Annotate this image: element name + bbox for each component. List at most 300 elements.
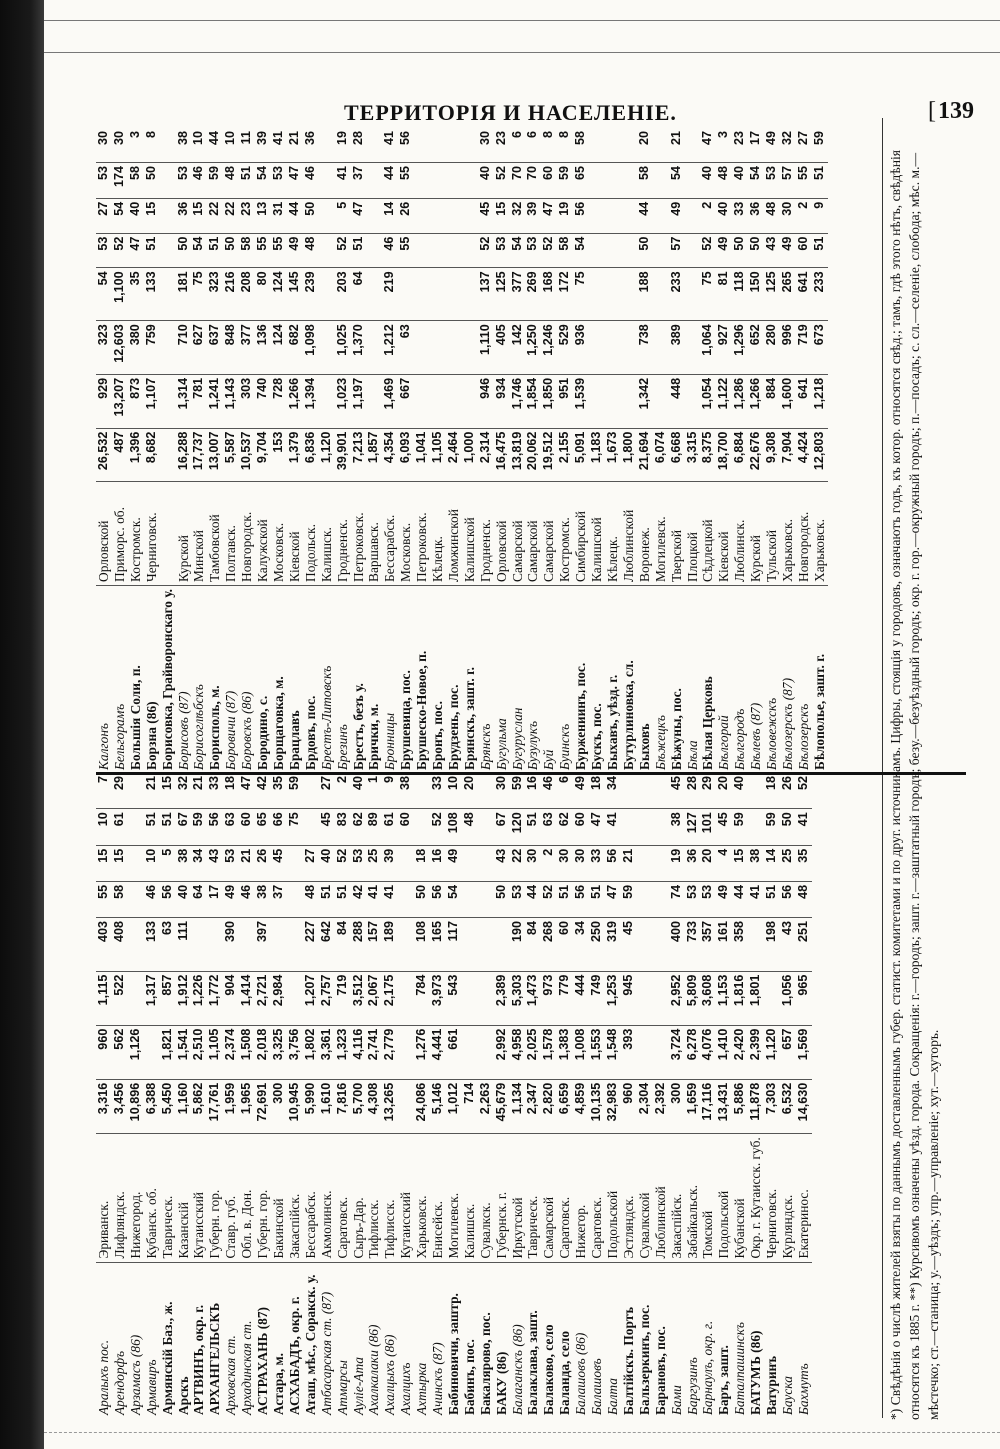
latitude-deg-cell: 50 — [637, 233, 653, 268]
distance-c-cell: 208 — [239, 268, 255, 321]
province-cell: Сѣдлецкой — [700, 482, 716, 586]
longitude-deg-cell — [462, 162, 478, 198]
population-cell: 1,041 — [414, 428, 430, 482]
latitude-min-cell: 40 — [128, 198, 144, 233]
province-cell: Иркутской — [510, 1134, 526, 1262]
province-cell: Кубанской — [732, 1134, 748, 1262]
population-cell: 6,532 — [780, 1079, 796, 1133]
distance-b-cell: 759 — [144, 321, 160, 375]
population-cell: 45,679 — [494, 1079, 510, 1133]
latitude-min-cell: 15 — [732, 845, 748, 881]
latitude-min-cell — [160, 198, 176, 233]
population-cell: 2,464 — [446, 428, 462, 482]
place-name-cell: Бѣла — [684, 740, 700, 770]
place-name-cell: Балта — [605, 1378, 620, 1415]
distance-b-cell: 529 — [557, 321, 573, 375]
population-cell: 1,610 — [319, 1079, 335, 1133]
latitude-deg-cell: 51 — [812, 233, 828, 268]
province-cell: Обл. в. Дон. — [239, 1134, 255, 1262]
province-cell — [160, 482, 176, 586]
longitude-min-cell: 20 — [637, 128, 653, 162]
distance-b-cell: 136 — [255, 321, 271, 375]
table-row — [669, 773, 685, 1418]
distance-b-cell: 1,912 — [176, 971, 192, 1025]
table-row — [541, 128, 557, 773]
longitude-min-cell — [414, 773, 430, 809]
table-row — [780, 128, 796, 773]
population-cell: 3,315 — [685, 428, 701, 482]
latitude-min-cell: 27 — [303, 845, 319, 881]
latitude-min-cell — [319, 198, 335, 233]
province-cell: Самарской — [541, 482, 557, 586]
distance-c-cell: 642 — [319, 918, 335, 972]
place-name-cell: Бронницы — [382, 712, 398, 770]
latitude-deg-cell: 50 — [223, 233, 239, 268]
place-name-cell: Балтійскъ. Портъ — [620, 1306, 636, 1415]
distance-c-cell: 400 — [669, 918, 685, 972]
distance-a-cell: 1,008 — [573, 1025, 589, 1079]
table-row — [510, 773, 526, 1418]
distance-b-cell: 857 — [160, 971, 176, 1025]
distance-b-cell: 1,115 — [96, 971, 112, 1025]
longitude-deg-cell: 45 — [716, 809, 732, 846]
place-name-cell: Буинскъ — [557, 723, 573, 770]
distance-b-cell — [446, 321, 462, 375]
province-cell: Могилевск. — [653, 482, 669, 586]
distance-a-cell: 1,850 — [541, 374, 557, 428]
population-cell: 2,263 — [478, 1079, 494, 1133]
table-row — [255, 773, 271, 1418]
longitude-deg-cell: 41 — [335, 162, 351, 198]
longitude-deg-cell: 127 — [685, 809, 701, 846]
latitude-min-cell: 35 — [796, 845, 812, 881]
place-name-cell: Бутурлиновка, сл. — [620, 660, 636, 770]
table-row — [287, 128, 303, 773]
latitude-min-cell: 15 — [144, 198, 160, 233]
distance-c-cell — [271, 918, 287, 972]
latitude-deg-cell: 46 — [239, 881, 255, 917]
table-row — [764, 128, 780, 773]
latitude-min-cell: 22 — [510, 845, 526, 881]
latitude-min-cell — [637, 845, 653, 881]
latitude-min-cell: 54 — [112, 198, 128, 233]
place-name-cell: Бѣловежскъ — [764, 697, 780, 770]
latitude-min-cell: 40 — [319, 845, 335, 881]
population-cell: 13,431 — [716, 1079, 732, 1133]
place-name-cell: Брянскъ, зашт. г. — [461, 667, 477, 770]
province-cell: Губернск. г. — [494, 1134, 510, 1262]
latitude-min-cell: 34 — [191, 845, 207, 881]
longitude-min-cell — [621, 128, 637, 162]
table-row — [207, 128, 223, 773]
latitude-deg-cell: 50 — [176, 233, 192, 268]
longitude-deg-cell — [748, 809, 764, 846]
province-cell: Эриванск. — [96, 1134, 112, 1262]
distance-b-cell: 904 — [223, 971, 239, 1025]
latitude-min-cell: 33 — [589, 845, 605, 881]
distance-c-cell: 250 — [589, 918, 605, 972]
latitude-min-cell — [653, 198, 669, 233]
province-cell: Люблинской — [653, 1134, 669, 1262]
distance-a-cell: 1,600 — [780, 374, 796, 428]
latitude-deg-cell: 55 — [398, 233, 414, 268]
table-row — [160, 773, 176, 1418]
longitude-min-cell — [160, 128, 176, 162]
distance-b-cell — [478, 971, 494, 1025]
distance-c-cell: 269 — [525, 268, 541, 321]
province-cell: Полтавск. — [223, 482, 239, 586]
longitude-deg-cell: 48 — [223, 162, 239, 198]
longitude-deg-cell: 55 — [796, 162, 812, 198]
table-row — [414, 128, 430, 773]
latitude-min-cell — [478, 845, 494, 881]
latitude-min-cell: 33 — [732, 198, 748, 233]
distance-a-cell: 1,578 — [541, 1025, 557, 1079]
place-name-cell: БАТУМЪ (86) — [748, 1330, 764, 1415]
population-cell: 21,694 — [637, 428, 653, 482]
latitude-deg-cell: 56 — [780, 881, 796, 917]
longitude-deg-cell: 53 — [96, 162, 112, 198]
place-name-cell: Арендорфъ — [111, 1350, 127, 1415]
distance-c-cell: 323 — [207, 268, 223, 321]
latitude-deg-cell: 50 — [732, 233, 748, 268]
province-cell: Самарской — [510, 482, 526, 586]
place-name-cell: Ачинскъ (87) — [430, 1342, 446, 1415]
longitude-deg-cell: 53 — [764, 162, 780, 198]
longitude-min-cell — [366, 128, 382, 162]
population-cell: 6,388 — [144, 1079, 160, 1133]
latitude-min-cell: 2 — [700, 198, 716, 233]
latitude-min-cell — [414, 198, 430, 233]
population-cell: 5,091 — [573, 428, 589, 482]
distance-a-cell: 661 — [446, 1025, 462, 1079]
population-cell: 8,375 — [700, 428, 716, 482]
distance-c-cell: 133 — [144, 918, 160, 972]
longitude-min-cell: 23 — [732, 128, 748, 162]
place-name-cell: Бускъ, пос. — [589, 703, 605, 770]
latitude-deg-cell: 51 — [589, 881, 605, 917]
place-name-cell: Атмарсы — [334, 1360, 350, 1415]
distance-b-cell — [287, 971, 303, 1025]
province-cell: Окр. г. Кутаисск. губ. — [748, 1134, 764, 1262]
distance-c-cell: 63 — [160, 918, 176, 972]
latitude-min-cell: 30 — [557, 845, 573, 881]
place-name-cell: Арскъ — [175, 1376, 191, 1415]
population-cell: 1,160 — [176, 1079, 192, 1133]
distance-a-cell: 728 — [271, 374, 287, 428]
latitude-deg-cell: 43 — [764, 233, 780, 268]
longitude-min-cell: 28 — [351, 128, 367, 162]
distance-b-cell: 522 — [112, 971, 128, 1025]
latitude-deg-cell: 55 — [271, 233, 287, 268]
distance-a-cell: 3,756 — [287, 1025, 303, 1079]
table-row — [382, 773, 398, 1418]
place-name-cell: Ватуринъ — [764, 1355, 780, 1415]
province-cell: Симбирской — [573, 482, 589, 586]
longitude-min-cell: 39 — [255, 128, 271, 162]
latitude-min-cell: 43 — [207, 845, 223, 881]
population-cell: 8,682 — [144, 428, 160, 482]
longitude-min-cell: 6 — [525, 128, 541, 162]
distance-a-cell: 1,126 — [128, 1025, 144, 1079]
longitude-min-cell: 44 — [207, 128, 223, 162]
longitude-deg-cell: 63 — [541, 809, 557, 846]
distance-a-cell: 1,383 — [557, 1025, 573, 1079]
latitude-deg-cell: 54 — [191, 233, 207, 268]
longitude-deg-cell — [621, 809, 637, 846]
place-name-cell: Бузулукъ — [525, 720, 541, 770]
longitude-deg-cell: 55 — [398, 162, 414, 198]
longitude-min-cell: 42 — [255, 773, 271, 809]
province-cell: Подольск. — [303, 482, 319, 586]
latitude-min-cell: 21 — [239, 845, 255, 881]
population-cell: 6,668 — [669, 428, 685, 482]
table-row — [589, 128, 605, 773]
distance-c-cell — [160, 268, 176, 321]
longitude-deg-cell: 59 — [557, 162, 573, 198]
table-row — [462, 128, 478, 773]
province-cell: Харьковск. — [812, 482, 828, 586]
latitude-min-cell: 44 — [287, 198, 303, 233]
distance-b-cell: 719 — [796, 321, 812, 375]
latitude-deg-cell — [287, 881, 303, 917]
province-cell: Закаспійск. — [669, 1134, 685, 1262]
longitude-min-cell: 41 — [382, 128, 398, 162]
longitude-min-cell — [446, 128, 462, 162]
distance-a-cell: 4,116 — [351, 1025, 367, 1079]
table-row — [303, 128, 319, 773]
distance-b-cell: 749 — [589, 971, 605, 1025]
place-name-cell: Бабинъ, пос. — [461, 1339, 477, 1415]
latitude-min-cell: 25 — [780, 845, 796, 881]
population-cell: 1,134 — [510, 1079, 526, 1133]
table-row — [685, 773, 701, 1418]
distance-c-cell: 227 — [303, 918, 319, 972]
longitude-min-cell — [653, 128, 669, 162]
population-cell: 72,691 — [255, 1079, 271, 1133]
place-name-cell: Бѣлозерскъ (87) — [779, 677, 795, 770]
population-cell: 5,450 — [160, 1079, 176, 1133]
table-row — [621, 773, 637, 1418]
population-cell: 10,945 — [287, 1079, 303, 1133]
longitude-min-cell: 41 — [271, 128, 287, 162]
distance-b-cell: 323 — [96, 321, 112, 375]
latitude-min-cell: 22 — [223, 198, 239, 233]
longitude-min-cell: 21 — [669, 128, 685, 162]
place-name-cell: Быховъ — [636, 723, 652, 770]
place-name-cell: АРХАНГЕЛЬСКЪ — [207, 1302, 223, 1415]
distance-c-cell — [589, 268, 605, 321]
table-row — [176, 773, 192, 1418]
province-cell: Могилевск. — [446, 1134, 462, 1262]
latitude-min-cell: 22 — [207, 198, 223, 233]
distance-a-cell: 1,508 — [239, 1025, 255, 1079]
distance-a-cell: 1,054 — [700, 374, 716, 428]
place-name-cell: Буржениинъ, пос. — [573, 662, 589, 770]
distance-c-cell: 357 — [700, 918, 716, 972]
longitude-deg-cell: 60 — [239, 809, 255, 846]
place-name-cell: Бѣлгорай — [716, 715, 732, 770]
place-name-cell: Бѣлая Церковь — [700, 676, 716, 770]
population-cell: 19,512 — [541, 428, 557, 482]
longitude-min-cell: 59 — [812, 128, 828, 162]
province-cell: Петроковск. — [414, 482, 430, 586]
place-name-cell: Калгонъ — [96, 723, 111, 770]
latitude-min-cell — [462, 198, 478, 233]
distance-a-cell: 448 — [669, 374, 685, 428]
distance-a-cell — [685, 374, 701, 428]
table-row — [160, 128, 176, 773]
distance-a-cell: 657 — [780, 1025, 796, 1079]
longitude-deg-cell — [430, 162, 446, 198]
latitude-min-cell: 39 — [382, 845, 398, 881]
longitude-min-cell: 21 — [287, 128, 303, 162]
province-cell: Кутаисский — [398, 1134, 414, 1262]
longitude-min-cell — [319, 128, 335, 162]
table-row — [764, 773, 780, 1418]
longitude-min-cell — [430, 128, 446, 162]
distance-b-cell: 1,212 — [382, 321, 398, 375]
population-cell: 20,062 — [525, 428, 541, 482]
province-cell: Бессарабск. — [303, 1134, 319, 1262]
distance-c-cell: 408 — [112, 918, 128, 972]
table-row — [541, 773, 557, 1418]
distance-a-cell — [637, 1025, 653, 1079]
longitude-deg-cell: 65 — [255, 809, 271, 846]
place-name-cell: Буй — [541, 749, 557, 770]
population-cell: 1,800 — [621, 428, 637, 482]
province-cell: Кубанск. об. — [144, 1134, 160, 1262]
distance-c-cell — [207, 918, 223, 972]
latitude-deg-cell: 48 — [303, 881, 319, 917]
longitude-min-cell: 15 — [160, 773, 176, 809]
longitude-min-cell: 32 — [176, 773, 192, 809]
distance-b-cell: 1,317 — [144, 971, 160, 1025]
table-row — [366, 128, 382, 773]
longitude-deg-cell — [303, 809, 319, 846]
population-cell: 7,816 — [335, 1079, 351, 1133]
distance-c-cell: 124 — [271, 268, 287, 321]
province-cell: Эстляндск. — [621, 1134, 637, 1262]
distance-a-cell: 13,207 — [112, 374, 128, 428]
latitude-deg-cell: 52 — [335, 233, 351, 268]
distance-c-cell: 75 — [700, 268, 716, 321]
table-row — [494, 773, 510, 1418]
distance-c-cell — [462, 268, 478, 321]
longitude-min-cell: 10 — [223, 128, 239, 162]
longitude-deg-cell: 59 — [191, 809, 207, 846]
distance-c-cell — [128, 918, 144, 972]
province-cell: Сувалкской — [637, 1134, 653, 1262]
distance-c-cell: 80 — [255, 268, 271, 321]
province-cell: Самарской — [525, 482, 541, 586]
latitude-min-cell: 30 — [525, 845, 541, 881]
longitude-deg-cell: 67 — [494, 809, 510, 846]
longitude-deg-cell: 40 — [478, 162, 494, 198]
distance-a-cell: 1,120 — [764, 1025, 780, 1079]
longitude-min-cell: 45 — [669, 773, 685, 809]
longitude-min-cell: 3 — [128, 128, 144, 162]
longitude-deg-cell: 52 — [494, 162, 510, 198]
table-row — [398, 773, 414, 1418]
longitude-deg-cell: 60 — [398, 809, 414, 846]
latitude-min-cell: 14 — [382, 198, 398, 233]
latitude-min-cell: 25 — [366, 845, 382, 881]
distance-b-cell: 5,303 — [510, 971, 526, 1025]
latitude-deg-cell: 74 — [669, 881, 685, 917]
place-name-cell: Архадинская ст. — [239, 1320, 255, 1415]
table-row — [462, 773, 478, 1418]
latitude-min-cell — [462, 845, 478, 881]
population-cell: 10,896 — [128, 1079, 144, 1133]
place-name-cell: Армавиръ — [143, 1359, 159, 1415]
longitude-min-cell: 52 — [796, 773, 812, 809]
population-cell: 9,704 — [255, 428, 271, 482]
longitude-deg-cell: 59 — [732, 809, 748, 846]
table-row — [319, 128, 335, 773]
distance-b-cell: 627 — [191, 321, 207, 375]
distance-a-cell — [430, 374, 446, 428]
place-name-cell: Барановъ, пос. — [652, 1326, 668, 1415]
latitude-min-cell: 56 — [573, 198, 589, 233]
distance-b-cell: 1,226 — [191, 971, 207, 1025]
place-name-cell: Балаклава, зашт. — [525, 1310, 541, 1415]
population-cell: 1,959 — [223, 1079, 239, 1133]
latitude-deg-cell: 41 — [366, 881, 382, 917]
latitude-deg-cell: 48 — [796, 881, 812, 917]
latitude-min-cell: 52 — [335, 845, 351, 881]
province-cell: Тифлисск. — [382, 1134, 398, 1262]
place-name-cell: Бѣлополье, зашт. г. — [811, 653, 827, 770]
distance-b-cell: 280 — [764, 321, 780, 375]
province-cell: Сыръ-Дар. — [351, 1134, 367, 1262]
longitude-min-cell — [478, 773, 494, 809]
distance-a-cell: 1,323 — [335, 1025, 351, 1079]
statistics-table-rotated — [96, 128, 966, 1418]
distance-c-cell — [319, 268, 335, 321]
latitude-min-cell — [128, 845, 144, 881]
population-cell: 1,659 — [685, 1079, 701, 1133]
latitude-deg-cell: 51 — [319, 881, 335, 917]
table-row — [589, 773, 605, 1418]
latitude-deg-cell: 51 — [144, 233, 160, 268]
distance-b-cell: 2,067 — [366, 971, 382, 1025]
longitude-deg-cell — [414, 809, 430, 846]
longitude-deg-cell: 51 — [812, 162, 828, 198]
place-name-cell: Балаганскъ (86) — [509, 1324, 525, 1415]
table-row — [653, 773, 669, 1418]
longitude-deg-cell: 56 — [207, 809, 223, 846]
distance-b-cell: 1,473 — [525, 971, 541, 1025]
latitude-deg-cell: 50 — [748, 233, 764, 268]
population-cell: 17,761 — [207, 1079, 223, 1133]
longitude-min-cell — [653, 773, 669, 809]
province-cell: Таврическ. — [160, 1134, 176, 1262]
table-row — [637, 773, 653, 1418]
longitude-deg-cell: 75 — [287, 809, 303, 846]
population-cell: 22,676 — [748, 428, 764, 482]
latitude-deg-cell: 48 — [303, 233, 319, 268]
longitude-min-cell — [621, 773, 637, 809]
distance-b-cell: 2,952 — [669, 971, 685, 1025]
distance-a-cell: 1,569 — [796, 1025, 812, 1079]
distance-a-cell: 1,539 — [573, 374, 589, 428]
latitude-deg-cell: 38 — [255, 881, 271, 917]
distance-b-cell: 719 — [335, 971, 351, 1025]
longitude-deg-cell: 53 — [271, 162, 287, 198]
table-row — [303, 773, 319, 1418]
latitude-min-cell: 48 — [764, 198, 780, 233]
